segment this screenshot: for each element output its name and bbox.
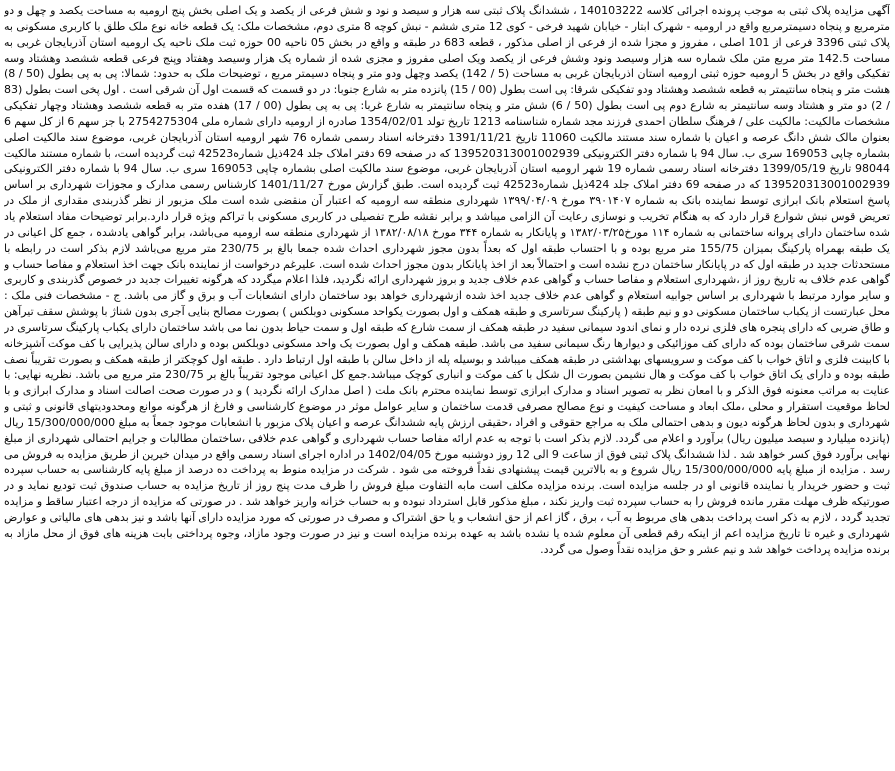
auction-notice-text: آگهی مزایده پلاک ثبتی به موجب پرونده اجرائی کلاسه 140103222 ، ششدانگ پلاک ثبتی سه هزار و سیصد و نود و شش فرعی از یکصد و یک اصلی بخش پنج ارومیه به مساحت یکصد و چهل و دو مترمربع و پنجاه دسیمترمربع واقع در ارومیه - شهرک ابتار - خیابان شهید فرخی - کوی 12 متری ششم - نبش کوچه 8 متری دوم، مشخصات ملک: یک قطعه خانه نوع ملک طلق با کاربری مسکونی به پلاک ثبتی 3396 فرعی از 101 اصلی ، مفروز و مجزا شده از فرعی از اصلی مذکور ، قطعه 683 در طبقه و واقع در بخش 05 ناحیه 00 حوزه ثبت ملک ناحیه یک ارومیه استان آذربایجان غربی به مساحت 142.5 متر مربع متن ملک شماره سه هزار وسیصد ونود وشش فرعی از یکصد ویک اصلی مفروز و مجزی شده از شماره یک هزار وسیصد وهفتاد وپنج فرعی قطعه ششصد وهشتاد وسه تفکیکی واقع در بخش 5 ارومیه حوزه ثبتی ارومیه استان اذربایجان غربی به مساحت (5 / 142) یکصد وچهل ودو متر و پنجاه دسیمتر مربع ، توضیحات ملک به حدود: شمالا: پی به پی بطول (50 / 8) هشت متر و پنجاه سانتیمتر به قطعه ششصد وهشتاد ودو تفکیکی شرقا: پی است بطول (00 / 15) پانزده متر به شارع جنوبا: در دو قسمت که قسمت اول آن شرقی است . اول پخی است بطول (83 / 2) دو متر و هشتاد وسه سانتیمتر به شارع دوم پی است بطول (50 / 6) شش متر و پنجاه سانتیمتر به شارع غربا: پی به پی بطول (00 / 17) هفده متر به قطعه ششصد وهشتاد وچهار تفکیکی مشخصات مالکیت: مالکیت علی / فرهنگ سلطان احمدی فرزند مجد شماره شناسنامه 1213 تاریخ تولد 1354/02/01 صادره از ارومیه دارای شماره ملی 2754275304 با جز سهم 6 از کل سهم 6 بعنوان مالک شش دانگ عرصه و اعیان با شماره سند مستند مالکیت 11060 تاریخ 1391/11/21 دفترخانه اسناد رسمی شماره 76 شهر ارومیه استان آذربایجان غربی، موضوع سند مالکیت اصلی بشماره چاپی 169053 سری ب. سال 94 با شماره دفتر الکترونیکی 139520313001002939 که در صفحه 69 دفتر املاک جلد 424ذیل شماره42523 ثبت گردیده است، با شماره مستند مالکیت 98044 تاریخ 1399/05/19 دفترخانه اسناد رسمی شماره 19 شهر ارومیه استان آذربایجان غربی، موضوع سند مالکیت اصلی بشماره چاپی 169053 سری ب. سال 94 با شماره دفتر الکترونیکی 139520313001002939 که در صفحه 69 دفتر املاک جلد 424ذیل شماره42523 ثبت گردیده است. طبق گزارش مورخ 1401/11/27 کارشناس رسمی مدارک و مجوزات شهرداری بر اساس پاسخ استعلام بانک ابرازی توسط نماینده بانک به شماره ۳۹۰۱۴۰۷ مورخ ۱۳۹۹/۰۴/۰۹ شهرداری منطقه سه ارومیه که اعتبار آن منقضی شده است ملک مزبور از نظر گذربندی مقداری از ملک در تعریض قوس نبش شوارع قرار دارد که به هنگام تخریب و نوسازی رعایت آن الزامی میباشد و برابر نقشه طرح تفصیلی در کاربری مسکونی با تراکم ویژه قرار دارد.برابر توضیحات مفاد استعلام یاد شده ساختمان دارای پروانه ساختمانی به شماره ۱۱۴ مورخ۱۳۸۲/۰۳/۲۵ و پایانکار به شماره ۳۴۴ مورخ ۱۳۸۲/۰۸/۱۸ از شهرداری منطقه سه ارومیه می‌باشد، برابر گواهی یادشده ، جمع کل اعیانی در یک طبقه بهمراه پارکینگ بمیزان 155/75 متر مربع بوده و با احتساب طبقه اول که بعداً بدون مجوز شهرداری احداث شده جمعا بالغ بر 230/75 متر مربع می‌باشد لازم بذکر است در رابطه با مستحدثات جدید در طبقه اول که در پایانکار ساختمان درج نشده است و احتمالاً بعد از اخذ پایانکار بدون مجوز احداث شده است. علیرغم درخواست از نماینده بانک جهت اخذ استعلام و مفاصا حساب و گواهی عدم خلاف به تاریخ روز از ،شهرداری استعلام و مفاصا حساب و گواهی عدم خلاف جدید و بروز شهرداری ارائه نگردید، فلذا اعلام میگردد که هرگونه تغییرات جدید در خصوص گذربندی و کاربری و سایر موارد مرتبط با شهرداری بر اساس جوابیه استعلام و گواهی عدم خلاف جدید اخذ شده ازشهرداری خواهد بود ساختمان دارای انشعابات آب و برق و گاز می باشد. ج - مشخصات فنی ملک : محل عبارتست از یکباب ساختمان مسکونی دو و نیم طبقه ( پارکینگ سرتاسری و طبقه همکف و اول بصورت یکواحد مسکونی دوبلکس ) بصورت مصالح بنایی آجری بدون شناژ با پوشش سقف تیرآهن و طاق ضربی که دارای پنجره های فلزی نرده دار و نمای اندود سیمانی سفید در طبقه همکف از سمت شارع که طبقه اول و سمت حیاط بدون نما می باشد ساختمان دارای یکباب پارکینگ سرتاسری در سمت شرقی ساختمان بوده که دارای کف موزائیکی و دیوارها رنگ سیمانی سفید می باشد. طبقه همکف و اول بصورت یک واحد مسکونی دوبلکس بوده و دارای سالن پذیرایی با کف موکت آشپزخانه با کابینت فلزی و اتاق خواب با کف موکت و سرویسهای بهداشتی در طبقه همکف میباشد و بوسیله پله از داخل سالن با طبقه اول ارتباط دارد . طبقه اول کوچکتر از طبقه همکف و بصورت تقریباً نصف طبقه بوده و دارای یک اتاق خواب با کف موکت و هال نشیمن بصورت ال شکل با کف موکت و انباری کوچک میباشد.جمع کل اعیانی موجود تقریباً بالغ بر 230/75 متر مربع می باشد. نظریه نهایی: با عنایت به مراتب معنونه فوق الذکر و با امعان نظر به تصویر اسناد و مدارک ابرازی توسط نماینده محترم بانک ملت ( اصل مدارک ارائه نگردید ) و در صورت صحت اصالت اسناد و مدارک ابرازی و با لحاظ موقعیت استقرار و محلی ،ملک ابعاد و مساحت کیفیت و نوع مصالح مصرفی قدمت ساختمان و سایر عوامل موثر در موضوع کارشناسی و فارغ از هرگونه موانع ومحدودیتهای قانونی و ثبتی و شهرداری و بدون لحاظ هرگونه دیون و بدهی احتمالی ملک به مراجع حقوقی و افراد ،حقیقی ارزش پایه ششدانگ عرصه و اعیان پلاک مزبور با انشعابات موجود جمعاً به مبلغ 15/300/000/000 ریال (پانزده میلیارد و سیصد میلیون ریال) برآورد و اعلام می گردد. لازم بذکر است با توجه به عدم ارائه مفاصا حساب شهرداری و گواهی عدم خلافی ،ساختمان مطالبات و جرایم احتمالی شهرداری از مبلغ نهایی برآورد فوق کسر خواهد شد . لذا ششدانگ پلاک ثبتی فوق از ساعت 9 الی 12 روز دوشنبه مورخ 1402/04/05 در اداره اجرای اسناد رسمی واقع در میدان خیرین از طریق مزایده به فروش می رسد . مزایده از مبلغ پایه 15/300/000/000 ریال شروع و به بالاترین قیمت پیشنهادی نقداً فروخته می شود . شرکت در مزایده منوط به پرداخت ده درصد از مبلغ پایه کارشناسی به حساب سپرده ثبت و حضور خریدار یا نماینده قانونی او در جلسه مزایده است. برنده مزایده مکلف است مابه التفاوت مبلغ فروش را ظرف مدت پنج روز از تاریخ مزایده به حساب صندوق ثبت تودیع نماید و در صورتیکه ظرف مهلت مقرر مانده فروش را به حساب سپرده ثبت واریز نکند ، مبلغ مذکور قابل استرداد نبوده و به حساب خزانه واریز خواهد شد . در صورتی که مزایده از درجه اعتبار ساقط و مزایده تجدید گردد ، لازم به ذکر است پرداخت بدهی های مربوط به آب ، برق ، گاز اعم از حق انشعاب و یا حق اشتراک و مصرف در صورتی که مورد مزایده دارای آنها باشد و نیز بدهی های مالیاتی و عوارض شهرداری و غیره تا تاریخ مزایده اعم از اینکه رقم قطعی آن معلوم شده یا نشده باشد به عهده برنده مزایده است و نیز در صورت وجود مازاد، وجوه پرداختی بابت هزینه های فوق از محل مازاد به برنده مزایده پرداخت خواهد شد و نیم عشر و حق مزایده نقداً وصول می گردد.	[4, 4, 890, 556]
